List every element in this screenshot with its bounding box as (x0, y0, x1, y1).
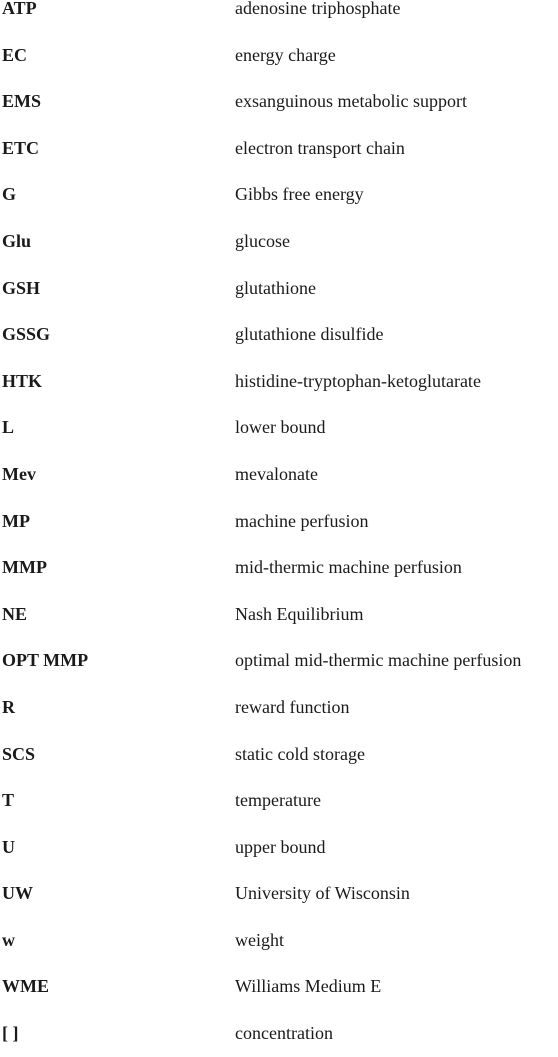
abbreviation-row (0, 358, 558, 405)
abbreviation-row (0, 78, 558, 125)
abbreviation-row (0, 451, 558, 498)
abbreviation-definition: lower bound (235, 417, 326, 438)
abbreviation-term: SCS (2, 743, 36, 764)
abbreviation-definition: glutathione disulfide (235, 324, 384, 345)
abbreviation-definition: glutathione (235, 277, 316, 298)
abbreviation-term: EMS (2, 91, 42, 112)
abbreviation-definition: exsanguinous metabolic support (235, 91, 467, 112)
abbreviation-definition: energy charge (235, 44, 336, 65)
abbreviation-definition: electron transport chain (235, 137, 405, 158)
abbreviation-definition: mid-thermic machine perfusion (235, 557, 462, 578)
abbreviation-term: GSH (2, 277, 41, 298)
abbreviation-definition: static cold storage (235, 743, 365, 764)
abbreviation-term: R (2, 696, 15, 717)
abbreviation-row (0, 870, 558, 917)
abbreviation-term: MP (2, 510, 30, 531)
abbreviation-definition: machine perfusion (235, 510, 369, 531)
abbreviation-row (0, 777, 558, 824)
abbreviation-term: HTK (2, 370, 43, 391)
abbreviation-term: ETC (2, 137, 40, 158)
abbreviation-term: EC (2, 44, 28, 65)
abbreviation-definition: histidine-tryptophan-ketoglutarate (235, 370, 481, 391)
abbreviation-row (0, 917, 558, 964)
abbreviation-definition: glucose (235, 230, 290, 251)
abbreviation-row (0, 404, 558, 451)
abbreviation-definition: weight (235, 929, 284, 950)
abbreviation-term: ATP (2, 0, 37, 18)
abbreviation-term: T (2, 790, 15, 811)
abbreviation-row (0, 684, 558, 731)
abbreviation-row (0, 125, 558, 172)
abbreviation-row (0, 265, 558, 312)
abbreviation-definition: optimal mid-thermic machine perfusion (235, 650, 522, 671)
abbreviation-row (0, 731, 558, 778)
abbreviation-definition: University of Wisconsin (235, 883, 410, 904)
abbreviation-term: NE (2, 603, 28, 624)
abbreviation-row (0, 32, 558, 79)
abbreviation-term: GSSG (2, 324, 51, 345)
abbreviation-definition: reward function (235, 696, 350, 717)
abbreviation-term: Mev (2, 463, 36, 484)
abbreviation-row (0, 311, 558, 358)
abbreviation-term: [ ] (2, 1023, 19, 1044)
abbreviation-row (0, 591, 558, 638)
abbreviation-term: Glu (2, 230, 32, 251)
abbreviation-term: WME (2, 976, 49, 997)
abbreviation-row (0, 637, 558, 684)
abbreviation-definition: upper bound (235, 836, 326, 857)
abbreviation-definition: temperature (235, 790, 321, 811)
abbreviation-row (0, 218, 558, 265)
abbreviation-definition: Williams Medium E (235, 976, 382, 997)
abbreviation-row (0, 1010, 558, 1057)
abbreviation-term: w (2, 929, 15, 950)
abbreviation-term: OPT MMP (2, 650, 89, 671)
abbreviation-row (0, 171, 558, 218)
abbreviation-row (0, 0, 558, 32)
abbreviation-row (0, 498, 558, 545)
abbreviation-definition: concentration (235, 1023, 333, 1044)
abbreviation-definition: Gibbs free energy (235, 184, 364, 205)
abbreviation-row (0, 544, 558, 591)
abbreviation-row (0, 824, 558, 871)
abbreviation-term: MMP (2, 557, 47, 578)
abbreviation-row (0, 963, 558, 1010)
abbreviation-term: UW (2, 883, 33, 904)
abbreviation-term: G (2, 184, 17, 205)
abbreviation-definition: adenosine triphosphate (235, 0, 401, 18)
abbreviation-term: U (2, 836, 15, 857)
abbreviation-definition: mevalonate (235, 463, 318, 484)
abbreviation-term: L (2, 417, 15, 438)
abbreviation-definition: Nash Equilibrium (235, 603, 364, 624)
